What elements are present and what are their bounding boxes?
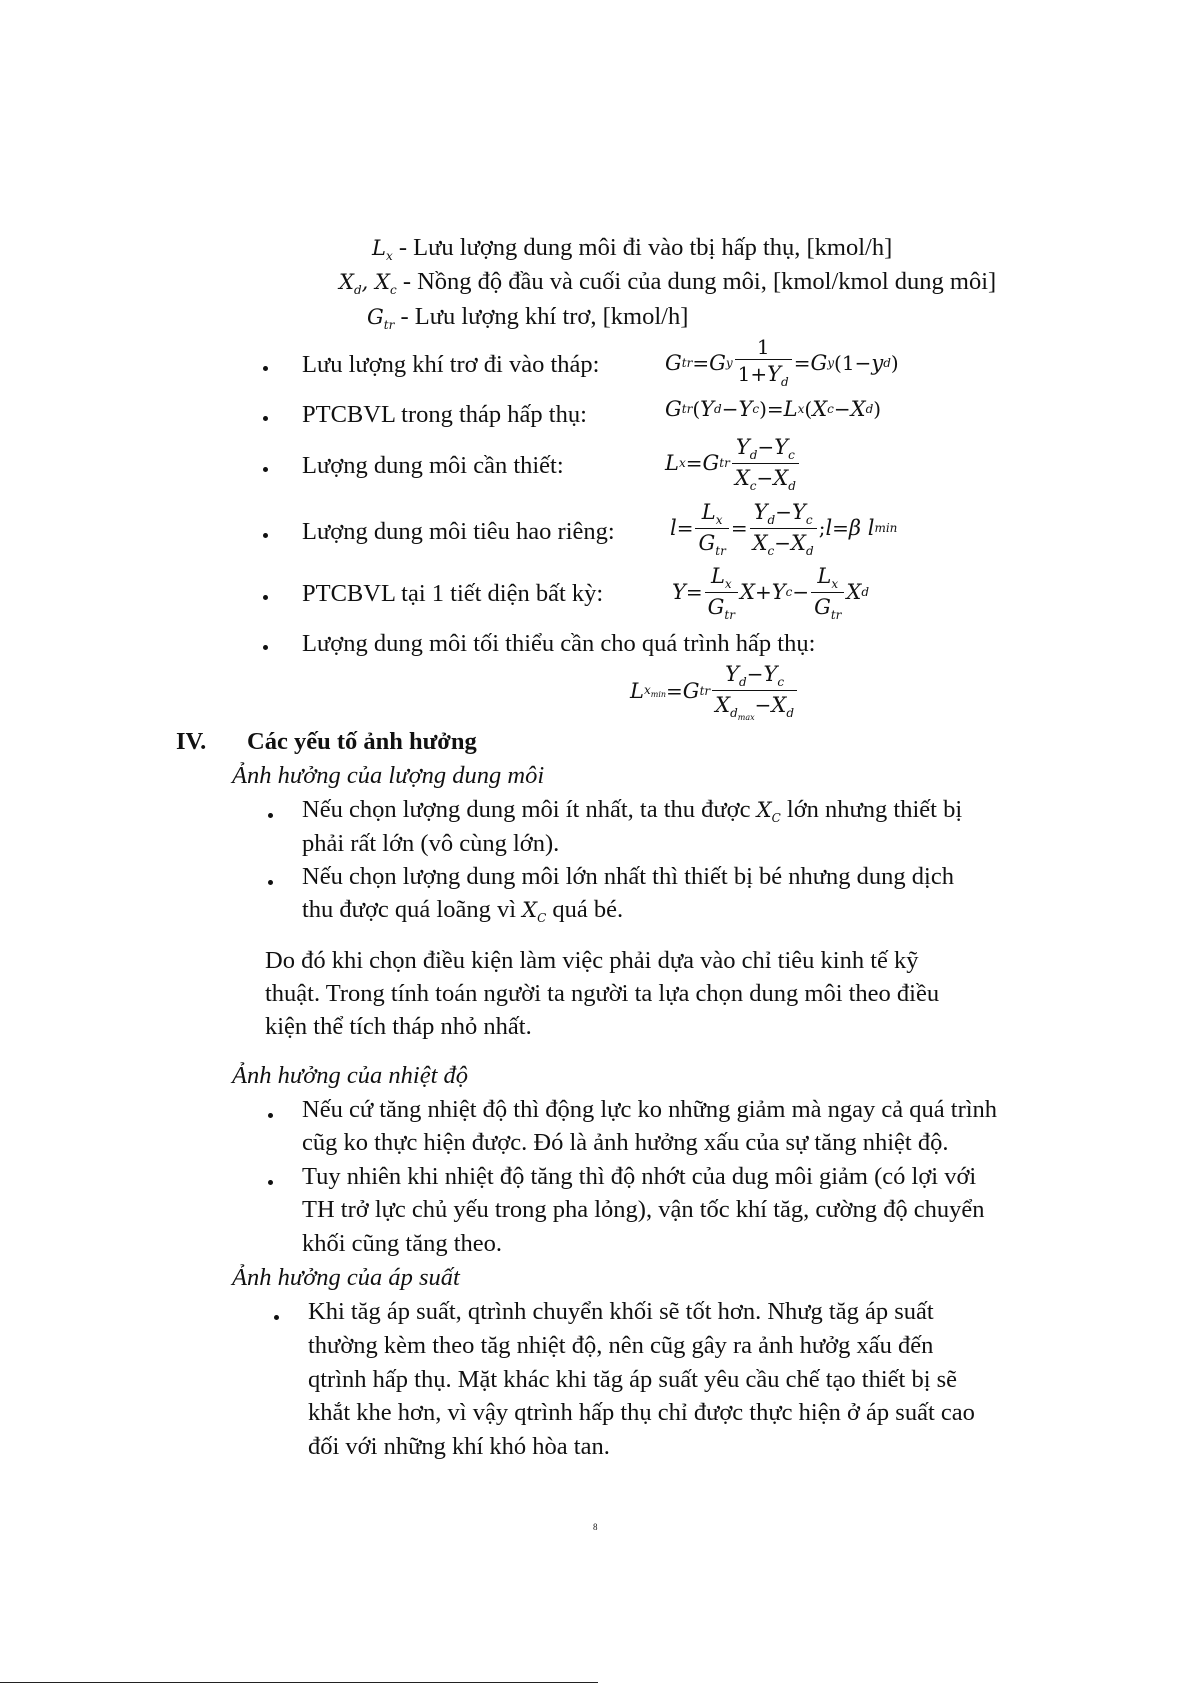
bullet (268, 813, 273, 818)
subsection-title-temperature: Ảnh hưởng của nhiệt độ (232, 1062, 469, 1089)
formula-label-min-solvent: Lượng dung môi tối thiểu cần cho quá trình hấp thụ: (302, 630, 816, 657)
bullet (263, 645, 268, 650)
bullet (263, 416, 268, 421)
formula-label-specific-consumption: Lượng dung môi tiêu hao riêng: (302, 518, 615, 545)
bullet (263, 533, 268, 538)
temperature-bullet-1-line-1: Nếu cứ tăng nhiệt độ thì động lực ko những giảm mà ngay cả quá trình (302, 1096, 998, 1123)
bullet (263, 595, 268, 600)
formula-material-balance: G tr ( Y d − Y c )= L x ( X c − X d ) (665, 397, 882, 421)
page-number: 8 (593, 1522, 598, 1532)
pressure-bullet-line-2: thường kèm theo tăg nhiệt độ, nên cũg gây ra ảnh hưởg xấu đến (308, 1332, 934, 1359)
bullet (274, 1315, 279, 1320)
formula-label-balance: PTCBVL trong tháp hấp thụ: (302, 401, 587, 428)
section-title: Các yếu tố ảnh hưởng (247, 728, 477, 755)
formula-solvent-required: L x = G tr $\frac{Y_d-Y_c}{X_c-X_d}$ (665, 434, 801, 492)
section-number: IV. (176, 728, 207, 755)
solvent-bullet-2-line-1: Nếu chọn lượng dung môi lớn nhất thì thiết bị bé nhưng dung dịch (302, 863, 954, 890)
formula-inert-gas-flow: G tr = G y $\frac{1}{1+Y_d}$ = G y (1− y d ) (665, 335, 899, 389)
solvent-bullet-1-line-1: Nếu chọn lượng dung môi ít nhất, ta thu được $X_C$ lớn nhưng thiết bị (302, 796, 963, 825)
bullet (263, 467, 268, 472)
temperature-bullet-1-line-2: cũg ko thực hiện được. Đó là ảnh hưởng xấu của sự tăng nhiệt độ. (302, 1129, 949, 1156)
formula-label-inert-gas-flow: Lưu lượng khí trơ đi vào tháp: (302, 351, 600, 378)
formula-min-solvent: L $x_{min}$ = G tr $\frac{Y_d-Y_c}{X_{d_{max}}-X_d}$ (630, 661, 799, 722)
temperature-bullet-2-line-3: khối cũng tăng theo. (302, 1230, 503, 1257)
bullet (268, 1113, 273, 1118)
bullet (268, 1180, 273, 1185)
definition-gtr: $G_{tr}$ - Lưu lượng khí trơ, [kmol/h] (367, 303, 689, 332)
solvent-bullet-2-line-2: thu được quá loãng vì $X_C$ quá bé. (302, 896, 624, 925)
solvent-paragraph-line-2: thuật. Trong tính toán người ta người ta lựa chọn dung môi theo điều (265, 980, 940, 1007)
pressure-bullet-line-5: đối với những khí khó hòa tan. (308, 1433, 610, 1460)
bullet (268, 880, 273, 885)
solvent-paragraph-line-3: kiện thể tích tháp nhỏ nhất. (265, 1013, 532, 1040)
subsection-title-pressure: Ảnh hưởng của áp suất (232, 1264, 460, 1291)
definition-lx: $L_x$ - Lưu lượng dung môi đi vào tbị hấp thụ, [kmol/h] (372, 234, 893, 263)
subsection-title-solvent: Ảnh hưởng của lượng dung môi (232, 762, 545, 789)
temperature-bullet-2-line-1: Tuy nhiên khi nhiệt độ tăng thì độ nhớt của dug môi giảm (có lợi với (302, 1163, 977, 1190)
footer-rule (0, 1682, 598, 1683)
formula-label-solvent-required: Lượng dung môi cần thiết: (302, 452, 564, 479)
formula-label-operating-line: PTCBVL tại 1 tiết diện bất kỳ: (302, 580, 604, 607)
definition-xd-xc: $X_d$, $X_c$ - Nồng độ đầu và cuối của dung môi, [kmol/kmol dung môi] (339, 268, 997, 297)
pressure-bullet-line-4: khắt khe hơn, vì vậy qtrình hấp thụ chỉ được thực hiện ở áp suất cao (308, 1399, 975, 1426)
bullet (263, 366, 268, 371)
solvent-paragraph-line-1: Do đó khi chọn điều kiện làm việc phải dựa vào chỉ tiêu kinh tế kỹ (265, 947, 919, 974)
pressure-bullet-line-3: qtrình hấp thụ. Mặt khác khi tăg áp suất yêu cầu chế tạo thiết bị sẽ (308, 1366, 958, 1393)
solvent-bullet-1-line-2: phải rất lớn (vô cùng lớn). (302, 830, 560, 857)
temperature-bullet-2-line-2: TH trở lực chủ yếu trong pha lỏng), vận tốc khí tăg, cường độ chuyển (302, 1196, 985, 1223)
formula-operating-line: Y = $\frac{L_x}{G_{tr}}$ X + Y c − $\frac{L_x}{G_{tr}}$ X d (672, 564, 870, 622)
pressure-bullet-line-1: Khi tăg áp suất, qtrình chuyển khối sẽ tốt hơn. Nhưg tăg áp suất (308, 1298, 934, 1325)
formula-specific-consumption: l = $\frac{L_x}{G_{tr}}$ = $\frac{Y_d-Y_c}{X_c-X_d}$ ; l = β l min (670, 500, 898, 558)
